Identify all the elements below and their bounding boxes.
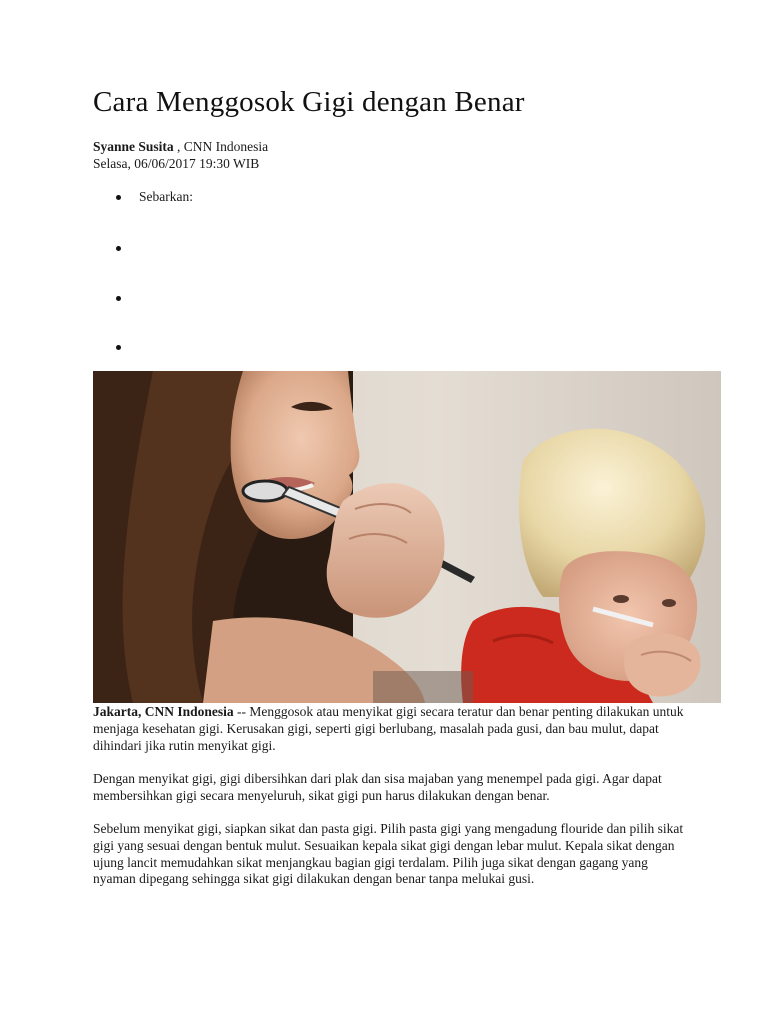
paragraph-lead: [93, 704, 693, 754]
article-title: Cara Menggosok Gigi dengan Benar: [93, 86, 525, 118]
share-item-1[interactable]: [93, 239, 393, 257]
share-label: Sebarkan:: [139, 189, 193, 204]
dateline: Jakarta, CNN Indonesia: [93, 704, 234, 719]
article-body: [93, 704, 693, 905]
outlet-name: , CNN Indonesia: [173, 139, 269, 154]
paragraph-2: Dengan menyikat gigi, gigi dibersihkan dari plak dan sisa majaban yang menempel pada gigi. Agar dapat membersihkan gigi secara menyeluruh, sikat gigi pun harus dilakukan dengan benar.: [93, 770, 662, 803]
publish-date: Selasa, 06/06/2017 19:30 WIB: [93, 156, 260, 171]
bullet-icon: [116, 195, 121, 200]
share-item-2[interactable]: [93, 289, 393, 307]
author-name[interactable]: Syanne Susita: [93, 139, 174, 154]
share-label-item: [93, 188, 393, 206]
bullet-icon: [116, 296, 121, 301]
article-photo: [93, 371, 721, 703]
author-line: [93, 138, 268, 155]
paragraph-3: Sebelum menyikat gigi, siapkan sikat dan pasta gigi. Pilih pasta gigi yang mengadung flouride dan pilih sikat gigi yang sesuai dengan bentuk mulut. Sesuaikan kepala sikat gigi dengan lebar mulut. Kepala sikat dengan ujung lancit memudahkan sikat menjangkau bagian gigi terdalam. Pilih juga sikat dengan gagang yang nyaman dipegang sehingga sikat gigi dilakukan dengan benar tanpa melukai gusi.: [93, 820, 684, 887]
share-item-3[interactable]: [93, 338, 393, 356]
photo-icon: [93, 371, 721, 703]
lead-text: -- Menggosok atau menyikat gigi secara teratur dan benar penting dilakukan untuk menjaga kesehatan gigi. Kerusakan gigi, seperti gigi berlubang, masalah pada gusi, dan bau mulut, dapat dihindari jika rutin menyikat gigi.: [93, 704, 684, 753]
bullet-icon: [116, 246, 121, 251]
bullet-icon: [116, 345, 121, 350]
byline: [93, 138, 268, 172]
